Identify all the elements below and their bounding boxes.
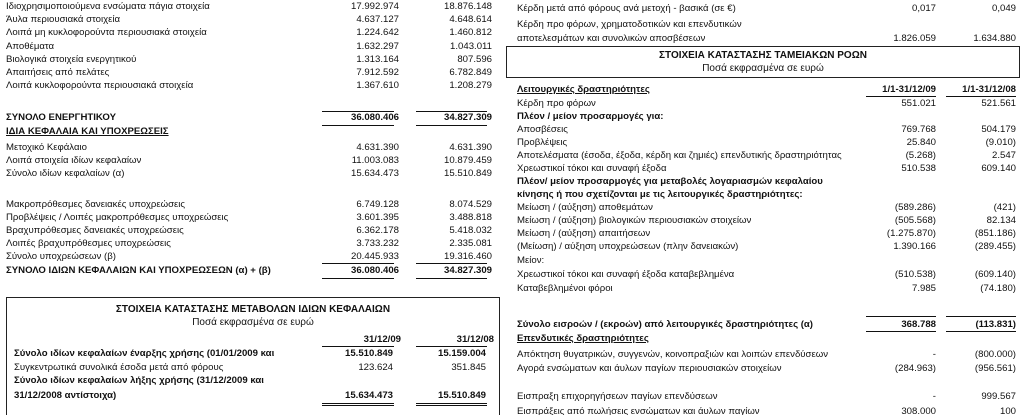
rule-line [416, 405, 487, 406]
value-prior-year: 5.418.032 [449, 225, 492, 236]
value-prior-year: 1.208.279 [449, 80, 492, 91]
row-label: Αποθέματα [6, 41, 55, 52]
value-current-year: (284.963) [894, 363, 936, 374]
row-label: Προβλέψεις [517, 137, 568, 148]
value-prior-year: 351.845 [451, 362, 486, 373]
value-current-year: 1.390.166 [893, 241, 936, 252]
value-current-year: 1/1-31/12/09 [882, 84, 936, 95]
cash-flow-subtitle: Ποσά εκφρασμένα σε ευρώ [702, 63, 824, 74]
value-current-year: 7.912.592 [356, 67, 399, 78]
row-label: Χρεωστικοί τόκοι και συναφή έξοδα [517, 163, 667, 174]
value-current-year: 3.601.395 [356, 212, 399, 223]
rule-line [416, 403, 487, 404]
row-label: Κέρδη προ φόρων [517, 98, 596, 109]
value-prior-year: 504.179 [981, 124, 1016, 135]
value-current-year: (589.286) [894, 202, 936, 213]
row-label: Μείωση / (αύξηση) απαιτήσεων [517, 228, 651, 239]
row-label: Ιδιοχρησιμοποιούμενα ενσώματα πάγια στοιχεία [6, 1, 210, 12]
value-current-year: 0,017 [911, 3, 936, 14]
row-label: Λοιπές βραχυπρόθεσμες υποχρεώσεις [6, 238, 171, 249]
value-current-year: 769.768 [901, 124, 936, 135]
rule-line [866, 331, 936, 332]
rule-line [322, 263, 394, 264]
row-label: ΣΥΝΟΛΟ ΙΔΙΩΝ ΚΕΦΑΛΑΙΩΝ ΚΑΙ ΥΠΟΧΡΕΩΣΕΩΝ (α) + (β) [6, 265, 271, 276]
row-label: Σύνολο ιδίων κεφαλαίων (α) [6, 168, 125, 179]
rule-line [866, 316, 936, 317]
rule-line [946, 316, 1016, 317]
value-prior-year: 2.547 [991, 150, 1016, 161]
row-label: Επενδυτικές δραστηριότητες [517, 333, 649, 344]
cash-flow-title: ΣΤΟΙΧΕΙΑ ΚΑΤΑΣΤΑΣΗΣ ΤΑΜΕΙΑΚΩΝ ΡΟΩΝ [659, 50, 867, 61]
value-prior-year: 4.631.390 [449, 142, 492, 153]
value-current-year: 1.224.642 [356, 27, 399, 38]
value-prior-year: 19.316.460 [443, 251, 492, 262]
row-label: Λειτουργικές δραστηριότητες [517, 84, 650, 95]
value-current-year: 17.992.974 [350, 1, 399, 12]
row-label: Μακροπρόθεσμες δανειακές υποχρεώσεις [6, 199, 186, 210]
rule-line [322, 346, 394, 347]
rule-line [866, 96, 936, 97]
value-prior-year: 1.043.011 [450, 41, 492, 52]
value-current-year: (5.268) [905, 150, 936, 161]
rule-line [946, 96, 1016, 97]
equity-changes-subtitle: Ποσά εκφρασμένα σε ευρώ [192, 317, 314, 328]
row-label: Κέρδη προ φόρων, χρηματοδοτικών και επενδυτικών [517, 19, 742, 30]
value-current-year: 1.313.164 [356, 54, 399, 65]
value-current-year: 7.985 [911, 283, 936, 294]
value-current-year: 36.080.406 [350, 112, 399, 123]
rule-line [322, 405, 394, 406]
row-label: Μετοχικό Κεφάλαιο [6, 142, 87, 153]
value-current-year: 6.362.178 [356, 225, 399, 236]
row-label: Βραχυπρόθεσμες δανειακές υποχρεώσεις [6, 225, 184, 236]
value-prior-year: 999.567 [981, 391, 1016, 402]
row-label: Πλέον / μείον προσαρμογές για: [517, 111, 664, 122]
rule-line [322, 403, 394, 404]
value-current-year: 11.003.083 [351, 155, 399, 166]
row-label: αποτελεσμάτων και συνολικών αποσβέσεων [517, 33, 706, 44]
value-prior-year: 10.879.459 [443, 155, 492, 166]
rule-line [416, 263, 487, 264]
row-label: Συγκεντρωτικά συνολικά έσοδα μετά από φόρους [14, 362, 224, 373]
value-current-year: 4.637.127 [356, 14, 399, 25]
value-prior-year: 0,049 [991, 3, 1016, 14]
row-label: Απόκτηση θυγατρικών, συγγενών, κοινοπραξιών και λοιπών επενδύσεων [517, 349, 829, 360]
value-prior-year: 1/1-31/12/08 [962, 84, 1016, 95]
row-label: κίνησης ή που σχετίζονται με τις λειτουργικές δραστηριότητες: [517, 189, 803, 200]
row-label: Μείον: [517, 255, 545, 266]
row-label: Λοιπά μη κυκλοφορούντα περιουσιακά στοιχεία [6, 27, 207, 38]
value-prior-year: 34.827.309 [443, 265, 492, 276]
row-label: Μείωση / (αύξηση) βιολογικών περιουσιακών στοιχείων [517, 215, 752, 226]
value-prior-year: (609.140) [974, 269, 1016, 280]
value-current-year: 4.631.390 [356, 142, 399, 153]
value-current-year: 15.510.849 [344, 348, 393, 359]
value-prior-year: 807.596 [457, 54, 492, 65]
value-prior-year: 82.134 [986, 215, 1016, 226]
value-current-year: 1.367.610 [356, 80, 399, 91]
row-label: Πλέον/ μείον προσαρμογές για μεταβολές λογαριασμών κεφαλαίου [517, 176, 823, 187]
row-label: Απαιτήσεις από πελάτες [6, 67, 110, 78]
value-prior-year: (9.010) [985, 137, 1016, 148]
rule-line [416, 278, 487, 279]
row-label: Χρεωστικοί τόκοι και συναφή έξοδα καταβεβλημένα [517, 269, 735, 280]
row-label: ΣΥΝΟΛΟ ΕΝΕΡΓΗΤΙΚΟΥ [6, 112, 116, 123]
rule-line [946, 331, 1016, 332]
row-label: Σύνολο εισροών / (εκροών) από λειτουργικές δραστηριότητες (α) [517, 319, 814, 330]
row-label: Μείωση / (αύξηση) αποθεμάτων [517, 202, 653, 213]
value-prior-year: 521.561 [981, 98, 1016, 109]
value-current-year: (510.538) [894, 269, 936, 280]
value-current-year: 123.624 [358, 362, 393, 373]
value-prior-year: 31/12/08 [456, 334, 494, 345]
value-prior-year: 609.140 [981, 163, 1016, 174]
value-current-year: - [932, 391, 936, 402]
value-current-year: 1.632.297 [356, 41, 399, 52]
value-prior-year: (851.186) [974, 228, 1016, 239]
value-current-year: 551.021 [901, 98, 936, 109]
value-prior-year: 6.782.849 [449, 67, 492, 78]
value-prior-year: 15.159.004 [437, 348, 486, 359]
row-label: Αγορά ενσώματων και άυλων παγίων περιουσιακών στοιχείων [517, 363, 782, 374]
value-current-year: 6.749.128 [356, 199, 399, 210]
row-label: Καταβεβλημένοι φόροι [517, 283, 613, 294]
value-current-year: 25.840 [906, 137, 936, 148]
value-current-year: 368.788 [901, 319, 936, 330]
value-prior-year: 1.460.812 [449, 27, 492, 38]
rule-line [416, 346, 487, 347]
value-prior-year: 15.510.849 [437, 390, 486, 401]
value-prior-year: 8.074.529 [449, 199, 492, 210]
value-current-year: (1.275.870) [886, 228, 936, 239]
row-label: Λοιπά στοιχεία ιδίων κεφαλαίων [6, 155, 142, 166]
row-label: Αποτελέσματα (έσοδα, έξοδα, κέρδη και ζημιές) επενδυτικής δραστηριότητας [517, 150, 842, 161]
value-current-year: 1.826.059 [893, 33, 936, 44]
rule-line [322, 125, 394, 126]
row-label: (Μείωση) / αύξηση υποχρεώσεων (πλην δανειακών) [517, 241, 739, 252]
row-label: Σύνολο ιδίων κεφαλαίων έναρξης χρήσης (01/01/2009 και [14, 348, 275, 359]
cash-flow-header-box [506, 46, 1020, 78]
value-current-year: - [932, 349, 936, 360]
row-label: Αποσβέσεις [517, 124, 568, 135]
value-prior-year: (74.180) [980, 283, 1016, 294]
value-prior-year: 2.335.081 [449, 238, 492, 249]
value-prior-year: (289.455) [974, 241, 1016, 252]
value-prior-year: 34.827.309 [443, 112, 492, 123]
value-prior-year: 100 [999, 406, 1016, 415]
value-prior-year: 15.510.849 [443, 168, 492, 179]
value-prior-year: 3.488.818 [449, 212, 492, 223]
value-prior-year: (421) [993, 202, 1016, 213]
value-prior-year: 4.648.614 [449, 14, 492, 25]
row-label: ΙΔΙΑ ΚΕΦΑΛΑΙΑ ΚΑΙ ΥΠΟΧΡΕΩΣΕΙΣ [6, 126, 169, 137]
row-label: Κέρδη μετά από φόρους ανά μετοχή - βασικά (σε €) [517, 3, 736, 14]
value-current-year: 36.080.406 [350, 265, 399, 276]
value-current-year: 20.445.933 [350, 251, 399, 262]
value-prior-year: (113.831) [975, 319, 1016, 330]
value-current-year: 15.634.473 [350, 168, 399, 179]
value-prior-year: 1.634.880 [973, 33, 1016, 44]
row-label: Εισπραξη επιχορηγήσεων παγίων επενδύσεων [517, 391, 718, 402]
rule-line [322, 278, 394, 279]
value-current-year: 510.538 [901, 163, 936, 174]
row-label: Σύνολο ιδίων κεφαλαίων λήξης χρήσης (31/12/2009 και [14, 375, 264, 386]
row-label: Άυλα περιουσιακά στοιχεία [6, 14, 121, 25]
value-prior-year: (956.561) [974, 363, 1016, 374]
row-label: Λοιπά κυκλοφορούντα περιουσιακά στοιχεία [6, 80, 194, 91]
value-current-year: (505.568) [894, 215, 936, 226]
equity-changes-title: ΣΤΟΙΧΕΙΑ ΚΑΤΑΣΤΑΣΗΣ ΜΕΤΑΒΟΛΩΝ ΙΔΙΩΝ ΚΕΦΑΛΑΙΩΝ [115, 304, 391, 315]
value-current-year: 308.000 [901, 406, 936, 415]
value-prior-year: (800.000) [974, 349, 1016, 360]
value-current-year: 3.733.232 [356, 238, 399, 249]
value-prior-year: 18.876.148 [443, 1, 492, 12]
row-label: Βιολογικά στοιχεία ενεργητικού [6, 54, 137, 65]
row-label: Προβλέψεις / Λοιπές μακροπρόθεσμες υποχρεώσεις [6, 212, 229, 223]
rule-line [416, 125, 487, 126]
value-current-year: 15.634.473 [344, 390, 393, 401]
row-label: Σύνολο υποχρεώσεων (β) [6, 251, 116, 262]
row-label: 31/12/2008 αντίστοιχα) [14, 390, 117, 401]
value-current-year: 31/12/09 [363, 334, 401, 345]
row-label: Εισπράξεις από πωλήσεις ενσώματων και άυλων παγίων [517, 406, 760, 415]
